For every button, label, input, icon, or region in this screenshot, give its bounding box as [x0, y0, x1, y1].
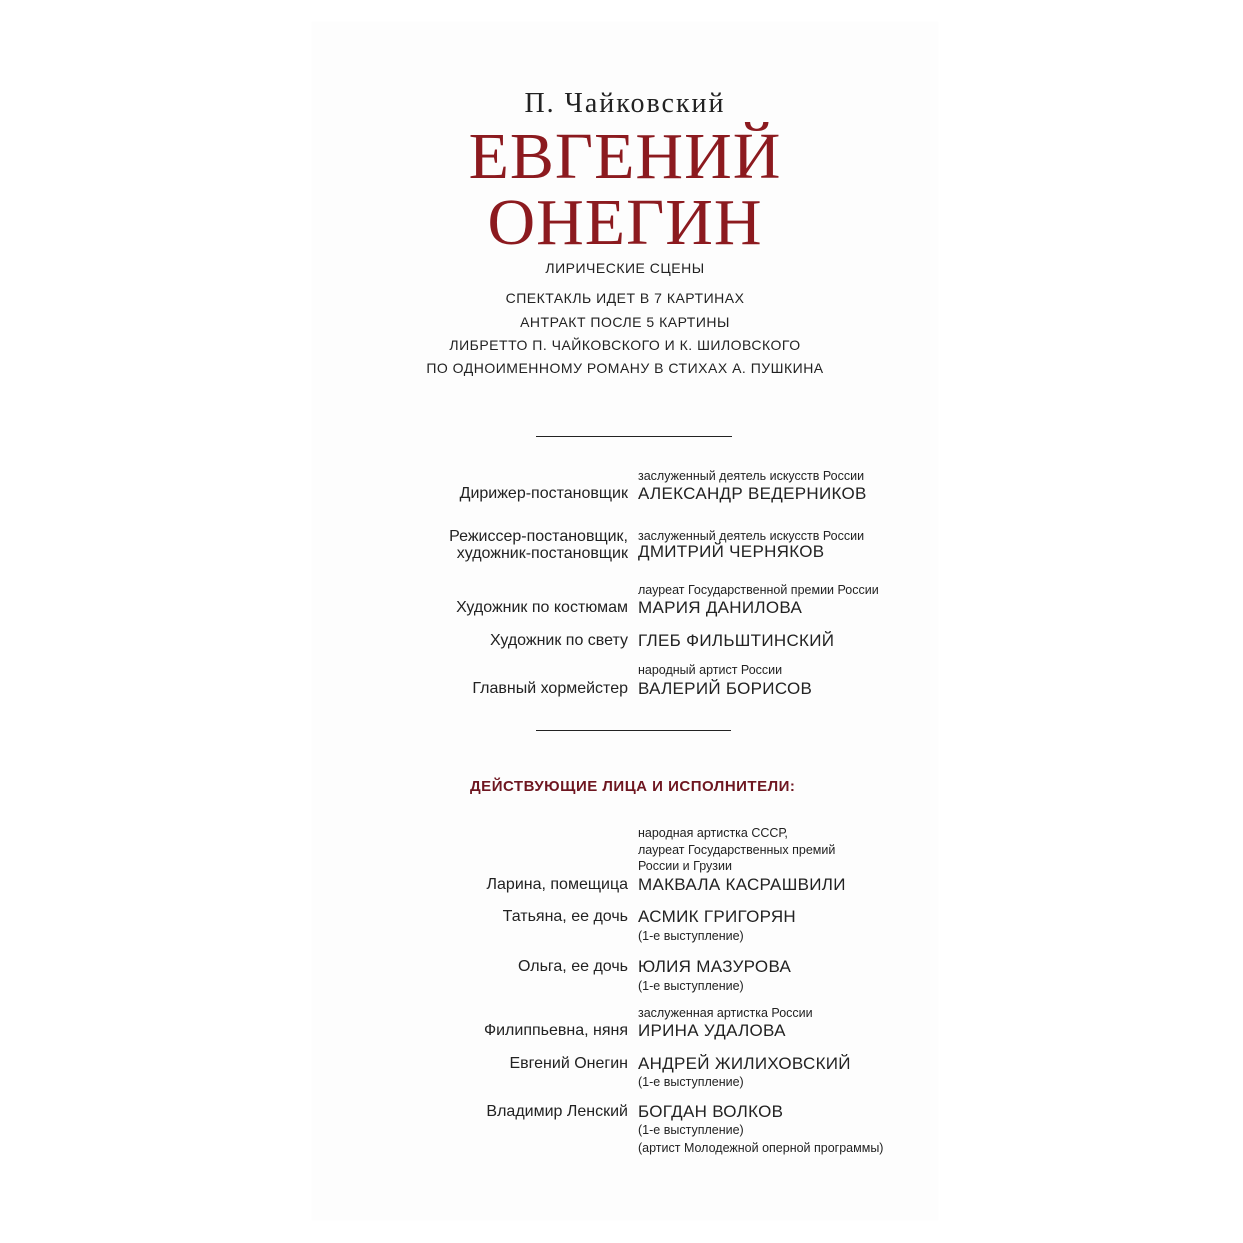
- crew-name: ВАЛЕРИЙ БОРИСОВ: [638, 679, 813, 698]
- crew-role-line: художник-постановщик: [456, 545, 628, 562]
- cast-name: АСМИК ГРИГОРЯН: [638, 907, 797, 926]
- cast-role: Ольга, ее дочь: [517, 958, 628, 975]
- crew-role: Главный хормейстер: [472, 680, 628, 697]
- program-page: [312, 22, 938, 1220]
- cast-name: АНДРЕЙ ЖИЛИХОВСКИЙ: [638, 1054, 851, 1073]
- cast-note: России и Грузии: [638, 859, 732, 873]
- crew-role: [449, 528, 628, 562]
- opera-title-line2: ОНЕГИН: [487, 186, 763, 259]
- cast-name: ИРИНА УДАЛОВА: [638, 1021, 786, 1040]
- composer-name: П. Чайковский: [524, 88, 726, 119]
- crew-note: заслуженный деятель искусств России: [638, 529, 865, 543]
- cast-note: заслуженная артистка России: [638, 1006, 813, 1020]
- cast-role: Владимир Ленский: [486, 1103, 628, 1120]
- cast-note: лауреат Государственных премий: [638, 843, 836, 857]
- crew-role-line: Режиссер-постановщик,: [449, 528, 628, 545]
- cast-program-note: (артист Молодежной оперной программы): [638, 1141, 884, 1155]
- info-line-libretto: ЛИБРЕТТО П. ЧАЙКОВСКОГО И К. ШИЛОВСКОГО: [449, 337, 801, 353]
- divider: [536, 730, 731, 731]
- divider: [536, 436, 732, 437]
- cast-role: Филиппьевна, няня: [483, 1022, 628, 1039]
- cast-role: Ларина, помещица: [486, 876, 628, 893]
- crew-name: ДМИТРИЙ ЧЕРНЯКОВ: [638, 542, 825, 561]
- cast-debut-note: (1-е выступление): [638, 1123, 744, 1137]
- crew-role: Дирижер-постановщик: [459, 485, 628, 502]
- cast-note: народная артистка СССР,: [638, 826, 788, 840]
- cast-role: Татьяна, ее дочь: [502, 908, 628, 925]
- info-line-pictures: СПЕКТАКЛЬ ИДЕТ В 7 КАРТИНАХ: [505, 290, 745, 306]
- crew-role: Художник по костюмам: [456, 599, 628, 616]
- cast-name: БОГДАН ВОЛКОВ: [638, 1102, 784, 1121]
- genre-subtitle: ЛИРИЧЕСКИЕ СЦЕНЫ: [545, 260, 705, 276]
- cast-debut-note: (1-е выступление): [638, 979, 744, 993]
- crew-name: ГЛЕБ ФИЛЬШТИНСКИЙ: [638, 631, 835, 650]
- opera-title-line1: ЕВГЕНИЙ: [468, 120, 782, 193]
- crew-name: АЛЕКСАНДР ВЕДЕРНИКОВ: [638, 484, 867, 503]
- crew-note: народный артист России: [638, 663, 783, 677]
- cast-name: ЮЛИЯ МАЗУРОВА: [638, 957, 792, 976]
- info-line-intermission: АНТРАКТ ПОСЛЕ 5 КАРТИНЫ: [520, 314, 730, 330]
- cast-debut-note: (1-е выступление): [638, 929, 744, 943]
- crew-note: заслуженный деятель искусств России: [638, 469, 865, 483]
- crew-name: МАРИЯ ДАНИЛОВА: [638, 598, 803, 617]
- crew-note: лауреат Государственной премии России: [638, 583, 879, 597]
- cast-role: Евгений Онегин: [509, 1055, 628, 1072]
- cast-heading: ДЕЙСТВУЮЩИЕ ЛИЦА И ИСПОЛНИТЕЛИ:: [470, 778, 796, 795]
- info-line-source: ПО ОДНОИМЕННОМУ РОМАНУ В СТИХАХ А. ПУШКИНА: [426, 360, 824, 376]
- crew-role: Художник по свету: [490, 632, 628, 649]
- cast-debut-note: (1-е выступление): [638, 1075, 744, 1089]
- cast-name: МАКВАЛА КАСРАШВИЛИ: [638, 875, 846, 894]
